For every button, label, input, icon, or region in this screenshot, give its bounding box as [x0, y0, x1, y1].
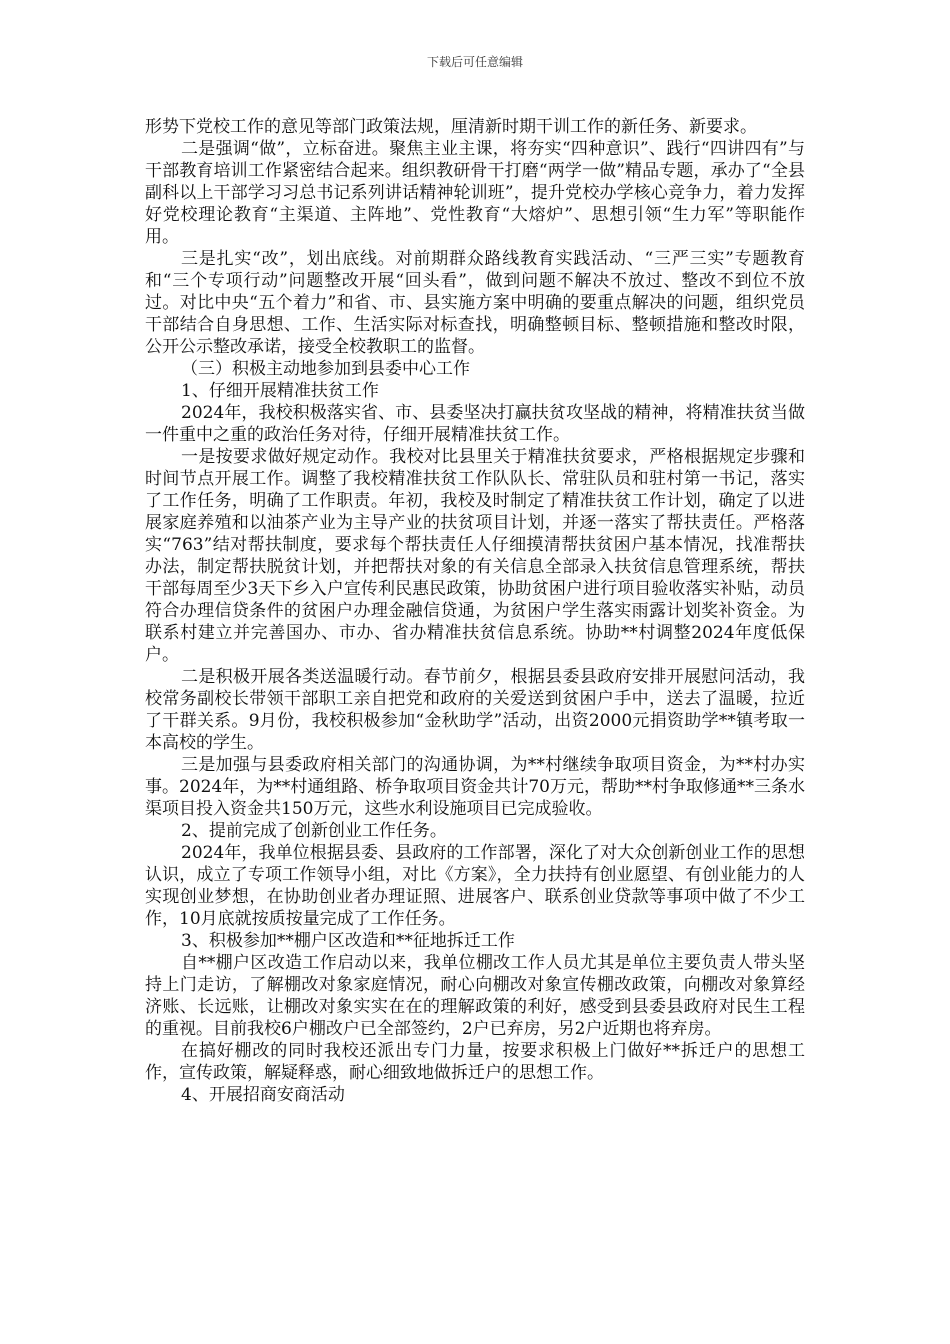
subsection-heading: 2、提前完成了创新创业工作任务。 — [181, 821, 447, 841]
section-heading: （三）积极主动地参加到县委中心工作 — [181, 359, 470, 379]
subsection-heading: 1、仔细开展精准扶贫工作 — [181, 381, 379, 401]
paragraph: 二是积极开展各类送温暖行动。春节前夕，根据县委县政府安排开展慰问活动，我校常务副校长带领干部职工亲自把党和政府的关爱送到贫困户手中，送去了温暖，拉近了干群关系。9月份，我校积极参加“金秋助学”活动，出资2000元捐资助学**镇考取一本高校的学生。 — [145, 667, 805, 753]
paragraph: 在搞好棚改的同时我校还派出专门力量，按要求积极上门做好**拆迁户的思想工作，宣传政策，解疑释惑，耐心细致地做拆迁户的思想工作。 — [145, 1041, 805, 1083]
paragraph: 三是扎实“改”，划出底线。对前期群众路线教育实践活动、“三严三实”专题教育和“三个专项行动”问题整改开展“回头看”，做到问题不解决不放过、整改不到位不放过。对比中央“五个着力”和省、市、县实施方案中明确的要重点解决的问题，组织党员干部结合自身思想、工作、生活实际对标查找，明确整顿目标、整顿措施和整改时限，公开公示整改承诺，接受全校教职工的监督。 — [145, 249, 805, 357]
page-header-note: 下载后可任意编辑 — [426, 55, 523, 69]
subsection-heading: 3、积极参加**棚户区改造和**征地拆迁工作 — [181, 931, 515, 951]
paragraph: 三是加强与县委政府相关部门的沟通协调，为**村继续争取项目资金，为**村办实事。2024年，为**村通组路、桥争取项目资金共计70万元，帮助**村争取修通**三条水渠项目投入资金共150万元，这些水利设施项目已完成验收。 — [145, 755, 805, 819]
paragraph: 自**棚户区改造工作启动以来，我单位棚改工作人员尤其是单位主要负责人带头坚持上门走访，了解棚改对象家庭情况，耐心向棚改对象宣传棚改政策，向棚改对象算经济账、长远账，让棚改对象实实在在的理解政策的利好，感受到县委县政府对民生工程的重视。目前我校6户棚改户已全部签约，2户已弃房，另2户近期也将弃房。 — [145, 953, 805, 1039]
paragraph: 二是强调“做”，立标奋进。聚焦主业主课，将夯实“四种意识”、践行“四讲四有”与干部教育培训工作紧密结合起来。组织教研骨干打磨“两学一做”精品专题，承办了“全县副科以上干部学习习总书记系列讲话精神轮训班”，提升党校办学核心竞争力，着力发挥好党校理论教育“主渠道、主阵地”、党性教育“大熔炉”、思想引领“生力军”等职能作用。 — [145, 139, 805, 247]
paragraph: 2024年，我单位根据县委、县政府的工作部署，深化了对大众创新创业工作的思想认识，成立了专项工作领导小组，对比《方案》，全力扶持有创业愿望、有创业能力的人实现创业梦想，在协助创业者办理证照、进展客户、联系创业贷款等事项中做了不少工作，10月底就按质按量完成了工作任务。 — [145, 843, 805, 929]
paragraph: 一是按要求做好规定动作。我校对比县里关于精准扶贫要求，严格根据规定步骤和时间节点开展工作。调整了我校精准扶贫工作队队长、常驻队员和驻村第一书记，落实了工作任务，明确了工作职责。年初，我校及时制定了精准扶贫工作计划，确定了以进展家庭养殖和以油茶产业为主导产业的扶贫项目计划，并逐一落实了帮扶责任。严格落实“763”结对帮扶制度，要求每个帮扶责任人仔细摸清帮扶贫困户基本情况，找准帮扶办法，制定帮扶脱贫计划，并把帮扶对象的有关信息全部录入扶贫信息管理系统，帮扶干部每周至少3天下乡入户宣传利民惠民政策，协助贫困户进行项目验收落实补贴，动员符合办理信贷条件的贫困户办理金融信贷通，为贫困户学生落实雨露计划奖补资金。为联系村建立并完善国办、市办、省办精准扶贫信息系统。协助**村调整2024年度低保户。 — [145, 447, 805, 665]
paragraph: 2024年，我校积极落实省、市、县委坚决打赢扶贫攻坚战的精神，将精准扶贫当做一件重中之重的政治任务对待，仔细开展精准扶贫工作。 — [145, 403, 805, 445]
paragraph: 形势下党校工作的意见等部门政策法规，厘清新时期干训工作的新任务、新要求。 — [145, 117, 757, 137]
document-body — [145, 116, 805, 1106]
subsection-heading: 4、开展招商安商活动 — [181, 1085, 345, 1105]
